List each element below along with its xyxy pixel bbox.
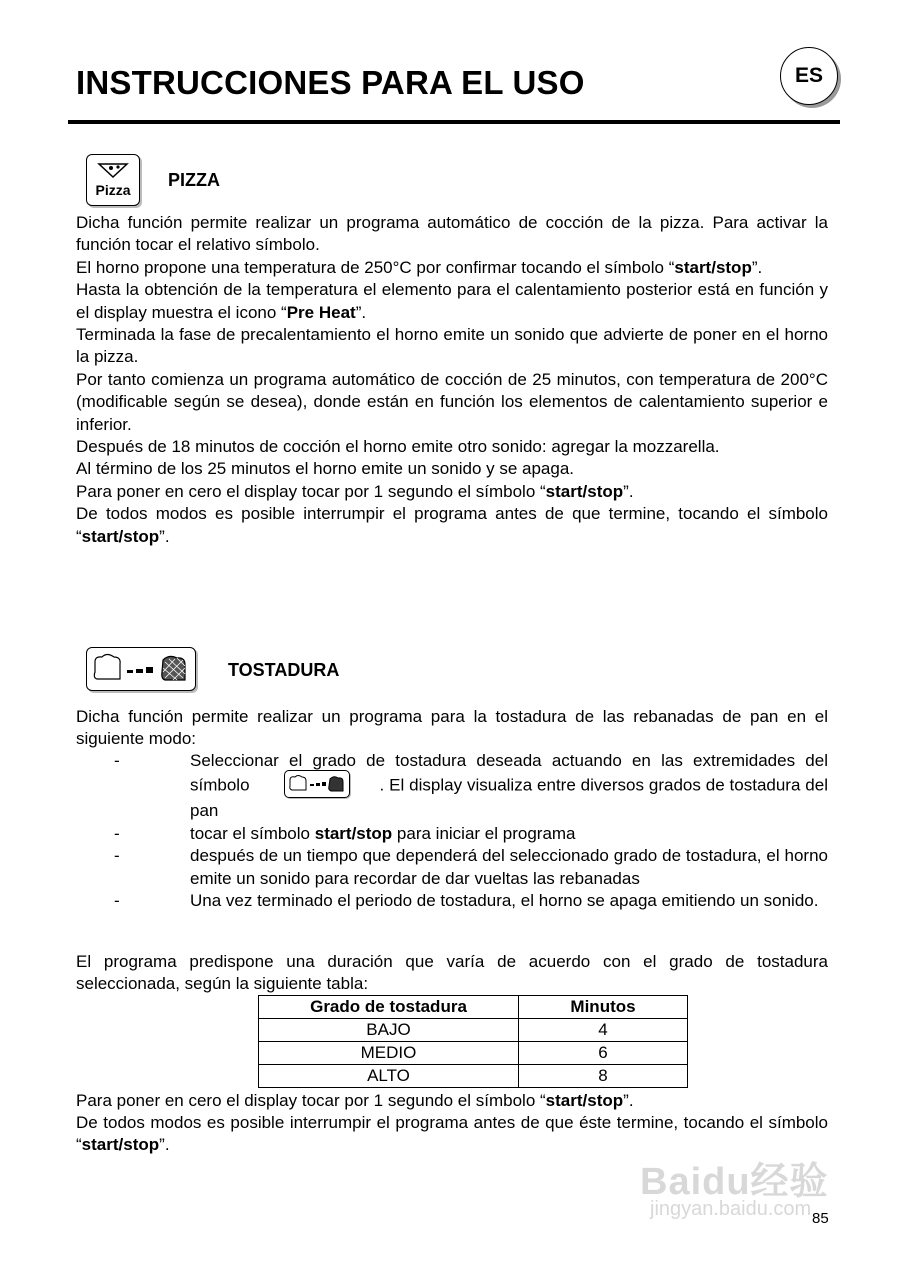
list-item [76,890,828,912]
pizza-paragraph: Por tanto comienza un programa automático de cocción de 25 minutos, con temperatura de 200°C (modificable según se desea), donde están en función los elementos de calentamiento superior e inferior. [76,369,828,434]
list-dash: - [114,846,120,866]
table-header: Minutos [519,996,688,1019]
watermark-url: jingyan.baidu.com [650,1198,812,1220]
pizza-description [76,212,828,548]
bold-term: start/stop [545,481,624,501]
step-text: tocar el símbolo [190,823,315,843]
toast-grade-table [258,995,688,1088]
pizza-icon [86,154,140,206]
list-dash: - [114,751,120,770]
bold-term: Pre Heat [286,302,356,322]
table-header: Grado de tostadura [259,996,519,1019]
table-cell: ALTO [259,1065,519,1088]
start-stop-label: start/stop [314,823,393,843]
table-cell: MEDIO [259,1042,519,1065]
language-badge: ES [780,47,838,105]
tostadura-steps [76,750,828,912]
bold-term: start/stop [81,526,160,546]
bold-term: start/stop [81,1135,160,1155]
title-rule [68,120,840,124]
tostadura-heading: TOSTADURA [228,660,340,680]
step-text: para iniciar el programa [392,823,576,843]
table-cell: BAJO [259,1019,519,1042]
table-intro: El programa predispone una duración que varía de acuerdo con el grado de tostadura seleccionada, según la siguiente tabla: [76,952,828,994]
list-dash: - [114,823,120,843]
pizza-paragraph: Hasta la obtención de la temperatura el elemento para el calentamiento posterior está en función y el display muestra el icono “Pre Heat”. [76,280,828,322]
table-cell: 4 [519,1019,688,1042]
pizza-paragraph: De todos modos es posible interrumpir el programa antes de que termine, tocando el símbolo “start/stop”. [76,504,828,546]
list-item [76,845,828,890]
page-number: 85 [812,1210,829,1227]
bold-term: start/stop [545,1091,624,1110]
table-row [259,1042,688,1065]
table-header-row [259,996,688,1019]
pizza-paragraph: El horno propone una temperatura de 250°C por confirmar tocando el símbolo “start/stop”. [76,257,763,277]
list-item [76,750,828,823]
pizza-paragraph: Después de 18 minutos de cocción el horno emite otro sonido: agregar la mozzarella. [76,437,720,457]
pizza-paragraph: Dicha función permite realizar un programa automático de cocción de la pizza. Para activar la función tocar el relativo símbolo. [76,213,828,255]
step-text: . El display visualiza entre diversos grados de tostadura del pan [190,775,828,821]
toast-grade-icon [87,648,195,690]
pizza-paragraph: Terminada la fase de precalentamiento el horno emite un sonido que advierte de poner en el horno la pizza. [76,325,828,367]
tostadura-intro: Dicha función permite realizar un programa para la tostadura de las rebanadas de pan en el siguiente modo: [76,707,828,749]
tostadura-reset: Para poner en cero el display tocar por 1 segundo el símbolo “start/stop”. [76,1091,634,1110]
list-dash: - [114,891,120,911]
table-cell: 8 [519,1065,688,1088]
pizza-slice-icon [87,155,139,205]
list-item [76,823,828,845]
toast-icon [86,647,196,691]
pizza-paragraph: Para poner en cero el display tocar por 1 segundo el símbolo “start/stop”. [76,481,634,501]
toast-grade-inline-icon [284,770,350,798]
step-text: después de un tiempo que dependerá del seleccionado grado de tostadura, el horno emite un sonido para recordar de dar vueltas las rebanadas [190,846,828,888]
step-text: Seleccionar el grado de tostadura deseada actuando en las extremidades del símbolo [190,751,828,795]
table-cell: 6 [519,1042,688,1065]
tostadura-interrupt: De todos modos es posible interrumpir el programa antes de que éste termine, tocando el símbolo “start/stop”. [76,1113,828,1155]
pizza-heading: PIZZA [168,170,220,190]
step-text: Una vez terminado el periodo de tostadura, el horno se apaga emitiendo un sonido. [190,891,819,911]
page-title: INSTRUCCIONES PARA EL USO [76,64,585,101]
table-row [259,1019,688,1042]
table-row [259,1065,688,1088]
bold-term: start/stop [674,257,752,277]
watermark: Baidu经验 [640,1161,829,1203]
pizza-paragraph: Al término de los 25 minutos el horno emite un sonido y se apaga. [76,459,575,479]
pizza-icon-label: Pizza [95,182,131,198]
